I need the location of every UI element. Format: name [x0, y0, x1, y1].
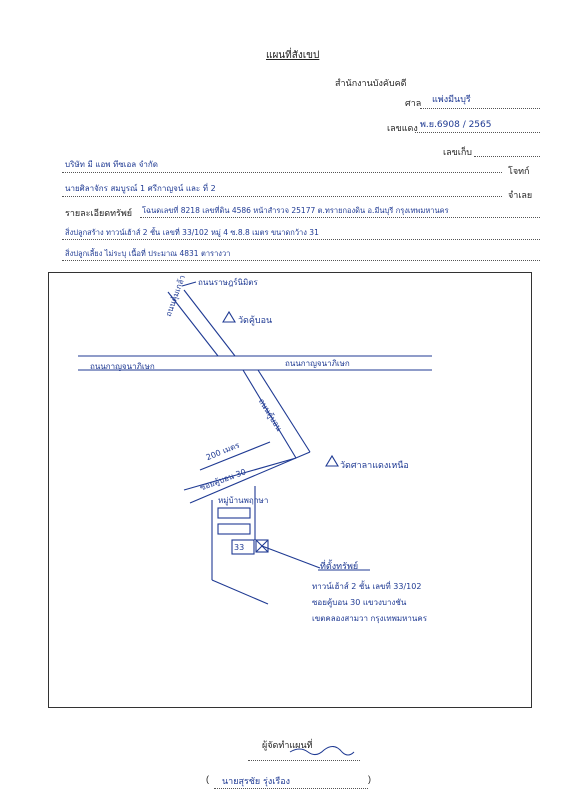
temple-top-icon — [223, 312, 235, 322]
main-road-left-label: ถนนกาญจนาภิเษก — [90, 362, 155, 371]
temple-right-icon — [326, 456, 338, 466]
red-case-label: เลขแดง — [387, 123, 418, 133]
court-label: ศาล — [405, 98, 422, 108]
road-middle-vertical-label: ถนนคู้บอน — [256, 397, 284, 433]
signature-name: นายสุรชัย รุ่งเรือง — [222, 777, 290, 787]
signature-close-paren: ) — [368, 774, 371, 784]
main-road-right-label: ถนนกาญจนาภิเษก — [285, 359, 350, 368]
property-line-2: สิ่งปลูกสร้าง ทาวน์เฮ้าส์ 2 ชั้น เลขที่ 33/102 หมู่ 4 ซ.8.8 เมตร ขนาดกว้าง 31 — [65, 228, 319, 237]
signature-name-dotted-line — [214, 788, 368, 789]
plaintiff-value: บริษัท มี แอพ ทีซเอล จำกัด — [65, 160, 158, 169]
road-left-vertical-label: ถนนคุ้มเกล้า — [163, 273, 188, 318]
office-name: สำนักงานบังคับคดี — [335, 78, 407, 88]
defendant-value: นายศิลาจักร สมบูรณ์ 1 ศรีกาญจน์ และ ที่ 2 — [65, 184, 216, 193]
defendant-label: จำเลย — [508, 190, 533, 200]
distance-label: 200 เมตร — [204, 440, 241, 463]
property-marker-icon — [256, 540, 268, 552]
legend-line-1: ทาวน์เฮ้าส์ 2 ชั้น เลขที่ 33/102 — [312, 582, 422, 591]
road-top-label: ถนนราษฎร์นิมิตร — [198, 278, 258, 287]
house-number-label: 33 — [234, 543, 245, 552]
plaintiff-label: โจทก์ — [508, 166, 530, 176]
legend-line-3: เขตคลองสามวา กรุงเทพมหานคร — [312, 614, 428, 623]
property-line-3: สิ่งปลูกเลี้ยง ไม่ระบุ เนื้อที่ ประมาณ 4831 ตารางวา — [65, 249, 231, 258]
court-value: แพ่งมีนบุรี — [432, 95, 471, 105]
legend-line-2: ซอยคู้บอน 30 แขวงบางชัน — [312, 598, 407, 607]
signature-open-paren: ( — [206, 774, 209, 784]
property-line-1: โฉนดเลขที่ 8218 เลขที่ดิน 4586 หน้าสำรวจ 25177 ต.ทรายกองดิน อ.มีนบุรี กรุงเทพมหานคร — [142, 206, 449, 215]
file-no-label: เลขเก็บ — [443, 147, 472, 157]
signature-dotted-line — [248, 760, 360, 761]
red-case-value: พ.ย.6908 / 2565 — [420, 120, 492, 130]
soi-label: ซอยคู้บอน 30 — [198, 467, 248, 493]
page-title: แผนที่สังเขป — [266, 50, 320, 61]
village-label: หมู่บ้านพฤกษา — [218, 496, 269, 505]
temple-top-label: วัดคู้บอน — [238, 316, 273, 326]
property-label: รายละเอียดทรัพย์ — [65, 208, 133, 218]
map-maker-label: ผู้จัดทำแผนที่ — [262, 740, 313, 750]
legend-title: ที่ตั้งทรัพย์ — [320, 562, 359, 572]
temple-right-label: วัดศาลาแดงเหนือ — [340, 461, 409, 471]
